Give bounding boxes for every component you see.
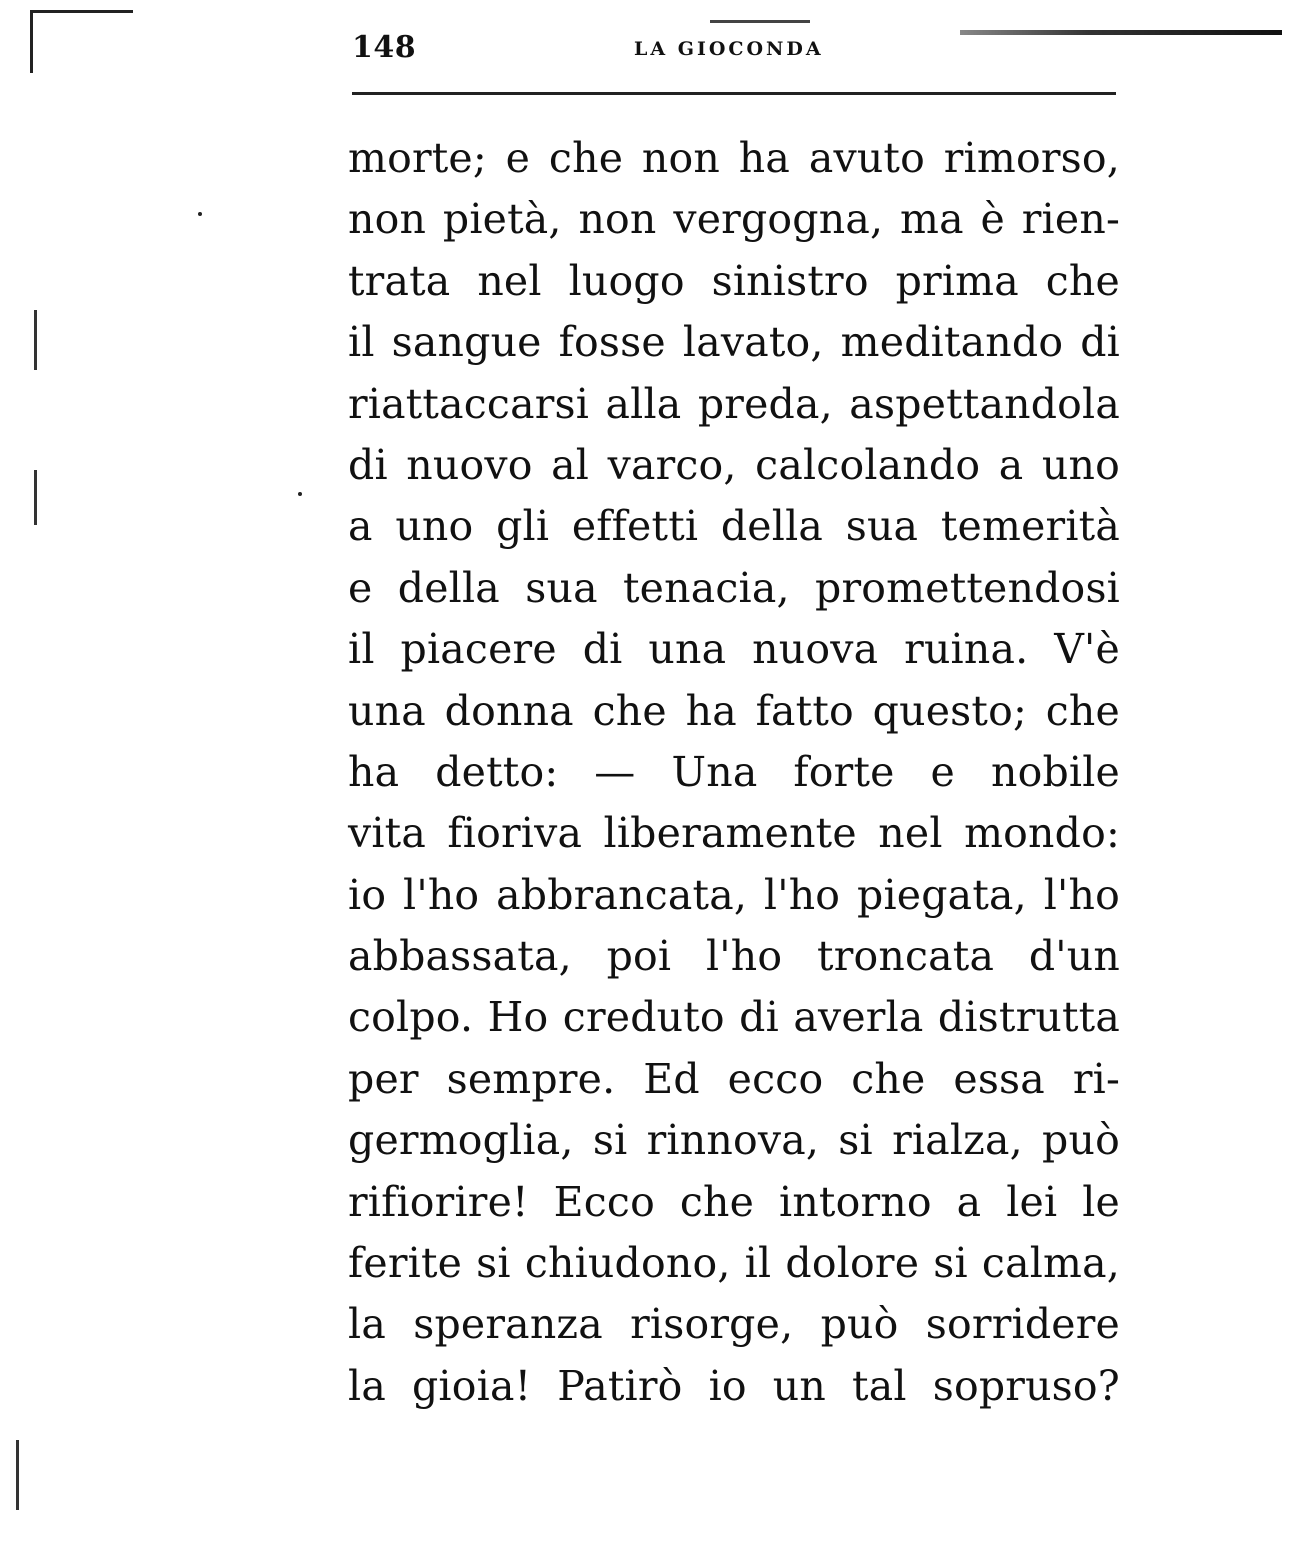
text-line: morte; e che non ha avuto rimorso, [348,134,1120,182]
text-line: colpo. Ho creduto di averla distrutta [348,993,1120,1042]
text-line: di nuovo al varco, calcolando a uno [348,440,1120,489]
text-line: abbassata, poi l'ho troncata d'un [348,932,1120,981]
text-line: e della sua tenacia, promettendosi [348,563,1120,612]
text-line: per sempre. Ed ecco che essa ri- [348,1054,1120,1103]
scan-corner-mark [30,10,133,73]
page-number: 148 [352,30,417,65]
text-line: trata nel luogo sinistro prima che [348,256,1120,305]
scan-dust-dot [298,492,302,496]
text-line: a uno gli effetti della sua temerità [348,502,1120,551]
text-line: io l'ho abbrancata, l'ho piegata, l'ho [348,870,1120,919]
text-line: il sangue fosse lavato, meditando di [348,318,1120,367]
text-line: ha detto: — Una forte e nobile [348,747,1120,796]
text-line: riattaccarsi alla preda, aspettandola [348,379,1120,428]
text-line: vita fioriva liberamente nel mondo: [348,809,1120,858]
text-line: una donna che ha fatto questo; che [348,686,1120,735]
scan-edge-speck [34,310,37,370]
running-head [352,30,1116,70]
text-line: non pietà, non vergogna, ma è rien- [348,195,1120,244]
text-line: ferite si chiudono, il dolore si calma, [348,1239,1120,1288]
body-text [348,128,1120,1417]
text-line: germoglia, si rinnova, si rialza, può [348,1116,1120,1165]
header-rule [352,92,1116,95]
text-line: il piacere di una nuova ruina. V'è [348,625,1120,674]
text-line: la speranza risorge, può sorridere [348,1300,1120,1349]
text-line: rifiorire! Ecco che intorno a lei le [348,1177,1120,1226]
scan-edge-speck [16,1440,19,1510]
scan-artifact-line [710,20,810,23]
running-title: LA GIOCONDA [634,38,824,60]
text-line: la gioia! Patirò io un tal sopruso? [348,1361,1120,1410]
scan-edge-speck [34,470,37,525]
scan-dust-dot [198,212,202,216]
